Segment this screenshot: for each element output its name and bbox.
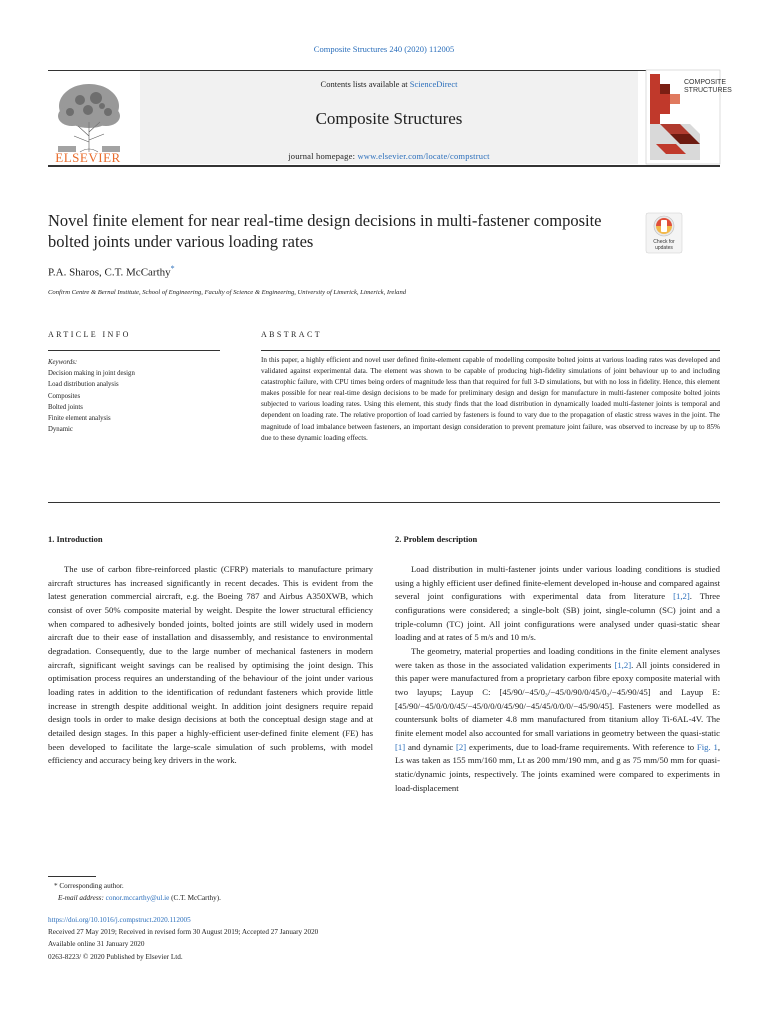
problem-paragraph-1 — [395, 563, 720, 645]
keyword-item: Load distribution analysis — [48, 381, 119, 389]
publisher-wordmark: ELSEVIER — [55, 150, 121, 165]
introduction-paragraph: The use of carbon fibre-reinforced plastic (CFRP) materials to manufacture primary aircraft structures has increased significantly in recent decades. This is evident from the latest generation commercial aircraft, e.g. the Boeing 787 and Airbus A350XWB, which consist of over 50% composite material by weight. Despite the lower structural efficiency when compared to adhesively bonded joints, bolted joints are still widely used in modern aircraft due to their ease of installation and disassembly, and resistance to environmental degradation. Consequently, due to the large number of mechanical fasteners in modern aircraft, significant weight savings can be realised by optimising the joint design. This optimisation process requires an understanding of the behaviour of the joint under various loading rates in addition to the identification of redundant fasteners which provide little increase in strength despite additional weight. In addition joint designers require repaid design tools in order to make design decisions at both the conceptual design stage and at detailed design stages. In this paper a highly-efficient user-defined finite element (FE) has been developed to facilitate the large-scale simulation of such problems, with model efficiency and accuracy being key drivers in the work. — [48, 564, 373, 766]
footnote-mark: * — [54, 882, 58, 890]
article-info-rule — [48, 350, 220, 351]
corresponding-author-mark[interactable]: * — [170, 264, 175, 273]
problem-p1-text-a: Load distribution in multi-fastener joints under various loading conditions is studied using a highly efficient user defined finite-element developed in-house and compared against several joint configurations with experimental data from literature — [395, 564, 720, 602]
received-dates: Received 27 May 2019; Received in revised form 30 August 2019; Accepted 27 January 2020 — [48, 928, 319, 937]
reference-link[interactable]: [2] — [456, 741, 467, 752]
introduction-heading: 1. Introduction — [48, 534, 103, 544]
author-affiliation: Confirm Centre & Bernal Institute, School of Engineering, Faculty of Science & Engineering, University of Limerick, Limerick, Ireland — [48, 289, 407, 296]
keywords-heading: Keywords: — [48, 359, 78, 366]
keyword-item: Bolted joints — [48, 403, 83, 411]
author-email-link[interactable]: conor.mccarthy@ul.ie — [105, 894, 170, 903]
keywords-section — [48, 357, 228, 435]
author-list — [48, 264, 175, 279]
footnotes — [48, 880, 448, 904]
email-author-name: (C.T. McCarthy). — [169, 894, 221, 903]
corresponding-author-note — [48, 880, 448, 892]
footnote-rule — [48, 876, 96, 877]
problem-p2-text-b: . All joints considered in this paper were manufactured from a proprietary carbon fibre epoxy composite material with two layups; Layup C: [45/90/−45/0₃/−45/0/90/0/45/0₃/−45/90/45] and Layup E: [45/90/−45/0/0/0/45/−45/0/0/0/45/90/−45/45/0/0/0/−45/90/45]. Fasteners were modelled as countersunk bolts of diameter 4.8 mm manufactured from titanium alloy Ti-6AL-4V. The finite element model also accounted for small variations in geometry between the quasi-static — [395, 659, 720, 738]
problem-p2-text-e: , Ls was taken as 155 mm/160 mm, Lt as 200 mm/190 mm, and g as 75 mm/50 mm for quasi-static/dynamic joints, respectively. The joints examined were compared to experiments in load-displacement — [395, 741, 721, 793]
check-for-updates-label-2: updates — [655, 245, 673, 251]
homepage-line — [140, 151, 638, 161]
cover-title-line-2: STRUCTURES — [684, 87, 732, 94]
article-title: Novel finite element for near real-time design decisions in multi-fastener composite bolted joints under various loading rates — [48, 211, 602, 251]
problem-p2-text-c: and dynamic — [405, 741, 457, 752]
left-column — [48, 534, 373, 768]
problem-description-heading: 2. Problem description — [395, 534, 478, 544]
journal-title: Composite Structures — [315, 109, 463, 128]
publication-info — [48, 914, 648, 963]
journal-homepage-link[interactable]: www.elsevier.com/locate/compstruct — [357, 151, 490, 161]
reference-link[interactable]: [1,2] — [673, 591, 690, 602]
figure-link[interactable]: Fig. 1 — [696, 741, 718, 752]
homepage-prefix: journal homepage: — [288, 151, 358, 161]
abstract-label: ABSTRACT — [261, 330, 322, 339]
journal-cover-thumbnail[interactable] — [646, 70, 732, 164]
keyword-item: Composites — [48, 392, 81, 400]
masthead-center-band — [140, 71, 638, 164]
sciencedirect-link[interactable]: ScienceDirect — [409, 79, 458, 89]
authors-names: P.A. Sharos, C.T. McCarthy — [48, 266, 171, 279]
problem-p1-text-b: . Three configurations were considered; a single-bolt (SB) joint, single-column (SC) joint and a triple-column (TC) joint. All joint configurations were analysed under quasi-static shear loading and at rates of 5 m/s and 10 m/s. — [395, 591, 720, 643]
journal-masthead — [48, 70, 732, 166]
check-for-updates-icon[interactable] — [646, 213, 682, 253]
keyword-item: Decision making in joint design — [48, 370, 135, 378]
right-column — [395, 534, 720, 795]
corresponding-author-text: Corresponding author. — [59, 882, 124, 890]
keyword-item: Dynamic — [48, 426, 73, 434]
keyword-item: Finite element analysis — [48, 415, 111, 423]
problem-p2-text-a: The geometry, material properties and loading conditions in the finite element analyses were taken as those in the associated validation experiments — [395, 645, 720, 670]
reference-link[interactable]: [1,2] — [614, 659, 632, 670]
contents-line — [140, 79, 638, 89]
reference-link[interactable]: [1] — [395, 741, 406, 752]
email-label: E-mail address: — [58, 894, 106, 903]
problem-p2-text-d: experiments, due to load-frame requirements. With reference to — [466, 741, 697, 752]
cover-title-line-1: COMPOSITE — [684, 79, 727, 86]
article-info-label: ARTICLE INFO — [48, 330, 131, 339]
abstract-bottom-rule — [48, 502, 720, 503]
doi-link[interactable]: https://doi.org/10.1016/j.compstruct.2020.112005 — [48, 916, 191, 924]
journal-citation[interactable]: Composite Structures 240 (2020) 112005 — [313, 44, 455, 54]
issn-copyright: 0263-8223/ © 2020 Published by Elsevier Ltd. — [48, 952, 183, 961]
email-note — [48, 892, 448, 904]
available-online-date: Available online 31 January 2020 — [48, 940, 145, 949]
check-for-updates-label: Check for — [653, 239, 675, 245]
abstract-text: In this paper, a highly efficient and novel user defined finite-element capable of modelling composite bolted joints at various loading rates was developed and validated against experimental data. The element was shown to be capable of producing high-fidelity simulations of joint behaviour up to and including catastrophic failure, with CPU times being orders of magnitude less than that required for full 3-D simulations, but with no loss in fidelity. Hence, this element makes possible for near real-time design decisions to be made for preliminary design and design for manufacture in multi-fastener composite bolted joints subjected to various loading rates. Using this element, this study finds that the load distribution in dynamically loaded multi-fastener joints is temporal and dependent on loading rate. The relative proportion of load carried by fasteners is found to vary due to the propagation of elastic stress waves in the joint. The magnitude of load imbalance between fasteners, an important design consideration to prevent premature joint failure, was observed to increase by up to 85% due to these dynamic loading effects. — [261, 356, 720, 442]
abstract-rule — [261, 350, 720, 351]
contents-prefix: Contents lists available at — [320, 79, 410, 89]
problem-paragraph-2 — [395, 645, 720, 795]
masthead-bottom-rule — [48, 165, 720, 167]
